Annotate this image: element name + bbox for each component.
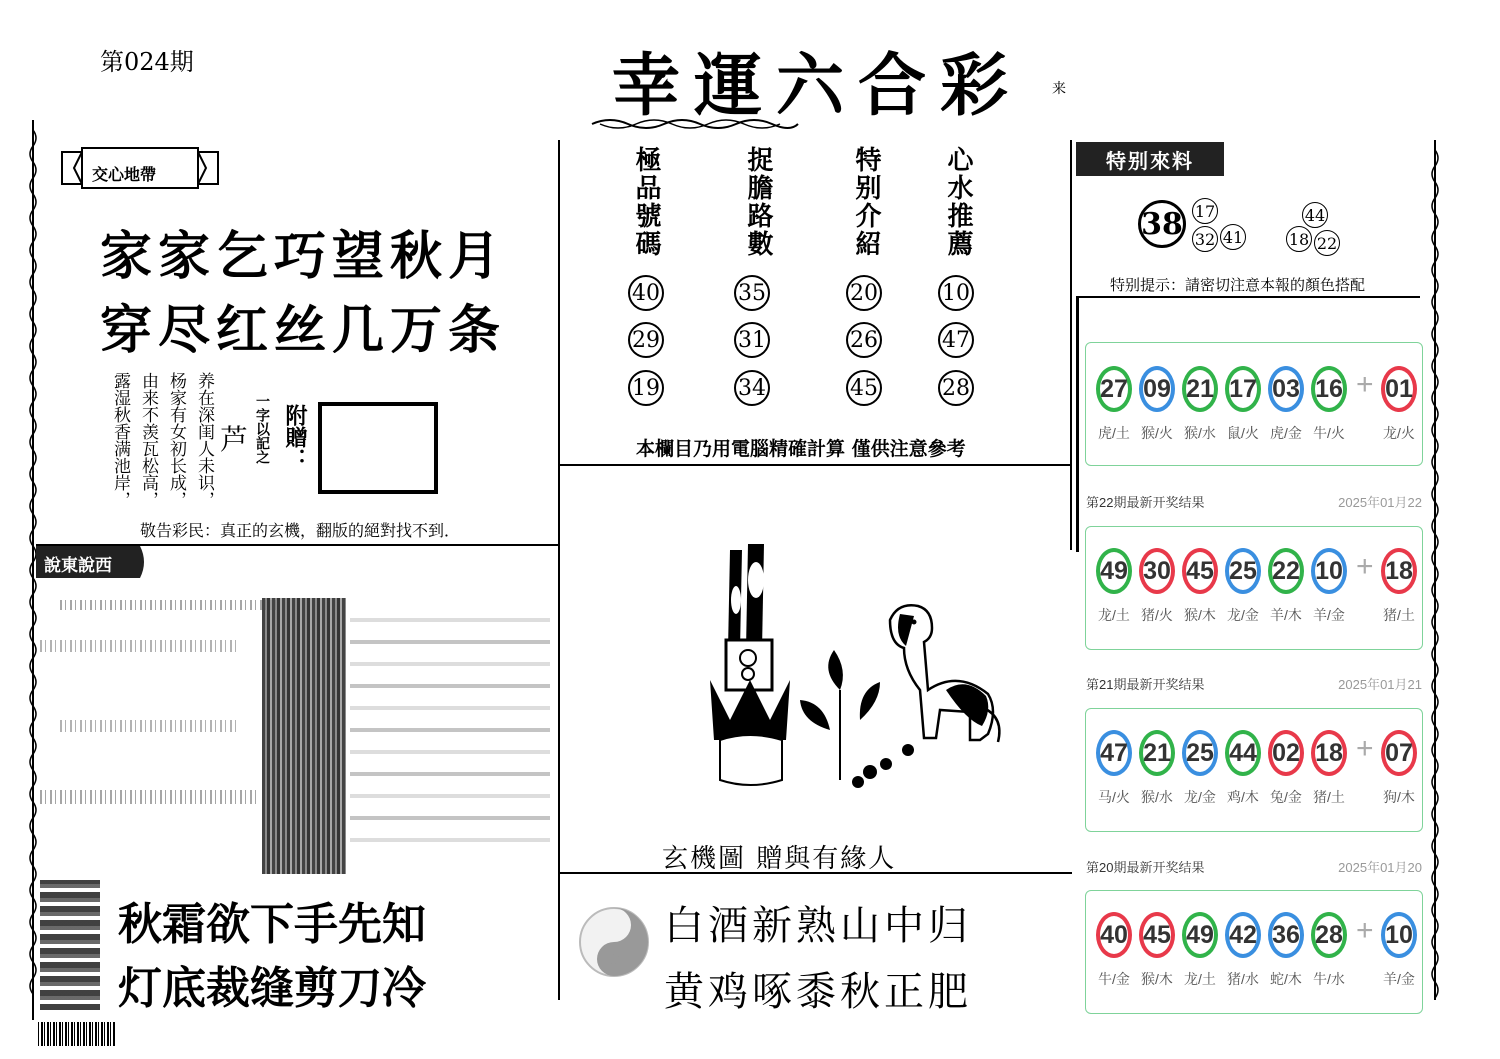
- result-ball: 45: [1182, 548, 1218, 594]
- number-circle: 20: [846, 275, 882, 311]
- zodiac-label: 猴/水: [1141, 789, 1173, 805]
- divider-right-h: [1076, 296, 1420, 298]
- number-circle: 10: [938, 275, 974, 311]
- result-ball: 10: [1311, 548, 1347, 594]
- faded-text-block-1: [60, 600, 280, 610]
- number-circle: 19: [628, 370, 664, 406]
- riddle-char: 芦: [220, 423, 249, 456]
- special-main-number: 38: [1138, 200, 1186, 248]
- center-poem-line-1: 白酒新熟山中归: [664, 903, 972, 949]
- zodiac-label: 猴/木: [1184, 607, 1216, 623]
- zodiac-label: 虎/金: [1270, 425, 1302, 441]
- result-ball: 49: [1096, 548, 1132, 594]
- result-ball: 25: [1182, 730, 1218, 776]
- plus-icon: +: [1356, 732, 1374, 765]
- zodiac-label: 猪/土: [1313, 789, 1345, 805]
- number-circle: 26: [846, 322, 882, 358]
- column-heading-2: 捉膽路數: [743, 146, 773, 258]
- attachment-box: [318, 402, 438, 494]
- result-ball: 03: [1268, 366, 1304, 412]
- barcode: [38, 1022, 116, 1046]
- result-date: 2025年01月20: [1338, 860, 1422, 875]
- special-small-number: 17: [1192, 198, 1218, 224]
- zodiac-label: 牛/金: [1098, 971, 1130, 987]
- result-period: 第20期最新开奖结果: [1086, 860, 1205, 875]
- result-ball: 21: [1182, 366, 1218, 412]
- result-ball: 44: [1225, 730, 1261, 776]
- title-ornament: [590, 116, 800, 132]
- result-ball: 36: [1268, 912, 1304, 958]
- verse-column-3: 由来不羡瓦松高，: [138, 372, 158, 508]
- section-tag-shuodong: 說東說西: [44, 556, 112, 576]
- zodiac-label: 羊/金: [1383, 971, 1415, 987]
- zodiac-label: 狗/木: [1383, 789, 1415, 805]
- column-heading-3: 特别介紹: [851, 146, 881, 258]
- verse-column-2: 杨家有女初长成，: [166, 372, 186, 508]
- faded-text-block-3: [60, 720, 240, 732]
- zodiac-label: 蛇/木: [1270, 971, 1302, 987]
- special-small-number: 18: [1286, 226, 1312, 252]
- special-material-tag: 特别來料: [1076, 142, 1224, 176]
- mystery-illustration: [690, 540, 1010, 800]
- zodiac-label: 牛/火: [1313, 425, 1345, 441]
- special-small-number: 32: [1192, 226, 1218, 252]
- poem-line-2: 穿尽红丝几万条: [100, 300, 507, 361]
- plant-icon: [800, 650, 914, 788]
- result-ball: 49: [1182, 912, 1218, 958]
- special-ball: 18: [1381, 548, 1417, 594]
- result-date: 2025年01月21: [1338, 677, 1422, 692]
- section-tag-jiaoxin: 交心地帶: [92, 165, 157, 184]
- number-circle: 31: [734, 322, 770, 358]
- attach-label: 附贈：: [282, 404, 308, 470]
- number-circle: 35: [734, 275, 770, 311]
- result-ball: 22: [1268, 548, 1304, 594]
- divider-right-inner: [1076, 296, 1079, 552]
- zodiac-label: 龙/火: [1383, 425, 1415, 441]
- zodiac-label: 兔/金: [1270, 789, 1302, 805]
- title-suffix: 来: [1052, 81, 1066, 97]
- faded-text-block-4: [40, 790, 260, 804]
- vine-border-right: [1428, 140, 1442, 1000]
- result-header: [1086, 492, 1422, 511]
- column-heading-4: 心水推薦: [943, 146, 973, 258]
- illustration-caption: 玄機圖 贈與有緣人: [662, 844, 897, 874]
- result-ball: 47: [1096, 730, 1132, 776]
- result-ball: 28: [1311, 912, 1347, 958]
- column-heading-1: 極品號碼: [631, 146, 661, 258]
- divider-left-panel: [558, 140, 560, 1000]
- result-ball: 45: [1139, 912, 1175, 958]
- result-ball: 17: [1225, 366, 1261, 412]
- result-date: 2025年01月22: [1338, 495, 1422, 510]
- divider-center-h1: [560, 464, 1072, 466]
- result-period: 第21期最新开奖结果: [1086, 677, 1205, 692]
- special-small-number: 41: [1220, 224, 1246, 250]
- verse-column-4: 露湿秋香满池岸，: [110, 372, 130, 508]
- calculation-note: 本欄目乃用電腦精確計算 僅供注意參考: [636, 438, 966, 460]
- faded-text-block-2: [40, 640, 240, 652]
- zodiac-label: 猪/水: [1227, 971, 1259, 987]
- smudge-mid: [350, 600, 550, 860]
- number-circle: 34: [734, 370, 770, 406]
- result-ball: 09: [1139, 366, 1175, 412]
- result-ball: 16: [1311, 366, 1347, 412]
- special-ball: 07: [1381, 730, 1417, 776]
- number-circle: 40: [628, 275, 664, 311]
- riddle-hint: 一字以記之: [254, 394, 270, 464]
- poem-line-1: 家家乞巧望秋月: [100, 226, 507, 287]
- result-ball: 18: [1311, 730, 1347, 776]
- result-ball: 02: [1268, 730, 1304, 776]
- result-ball: 40: [1096, 912, 1132, 958]
- zodiac-label: 羊/木: [1270, 607, 1302, 623]
- zodiac-label: 牛/水: [1313, 971, 1345, 987]
- verse-column-1: 养在深闺人未识，: [194, 372, 214, 508]
- smudge-bottom-left: [40, 880, 100, 1010]
- result-ball: 30: [1139, 548, 1175, 594]
- number-circle: 28: [938, 370, 974, 406]
- zodiac-label: 猪/土: [1383, 607, 1415, 623]
- result-ball: 27: [1096, 366, 1132, 412]
- result-ball: 21: [1139, 730, 1175, 776]
- smudge-dark-column: [262, 598, 346, 874]
- zodiac-label: 虎/土: [1098, 425, 1130, 441]
- plus-icon: +: [1356, 368, 1374, 401]
- divider-center-panel: [1070, 140, 1072, 550]
- number-circle: 45: [846, 370, 882, 406]
- number-circle: 47: [938, 322, 974, 358]
- zodiac-label: 马/火: [1098, 789, 1130, 805]
- zodiac-label: 鸡/木: [1227, 789, 1259, 805]
- color-hint: 特别提示：請密切注意本報的顏色搭配: [1110, 276, 1366, 294]
- zodiac-label: 羊/金: [1313, 607, 1345, 623]
- zodiac-label: 龙/金: [1227, 607, 1259, 623]
- zodiac-label: 龙/金: [1184, 789, 1216, 805]
- result-period: 第22期最新开奖结果: [1086, 495, 1205, 510]
- dog-icon: [890, 605, 999, 742]
- zodiac-label: 猴/木: [1141, 971, 1173, 987]
- say-poem-line-2: 灯底裁缝剪刀冷: [118, 963, 426, 1014]
- issue-number: 第024期: [100, 48, 194, 76]
- plus-icon: +: [1356, 914, 1374, 947]
- zodiac-label: 龙/土: [1184, 971, 1216, 987]
- special-ball: 01: [1381, 366, 1417, 412]
- special-ball: 10: [1381, 912, 1417, 958]
- result-ball: 25: [1225, 548, 1261, 594]
- result-ball: 42: [1225, 912, 1261, 958]
- plus-icon: +: [1356, 550, 1374, 583]
- result-header: [1086, 674, 1422, 693]
- page-title: 幸運六合彩: [612, 46, 1023, 126]
- zodiac-label: 猴/水: [1184, 425, 1216, 441]
- zodiac-label: 鼠/火: [1227, 425, 1259, 441]
- special-small-number: 44: [1302, 202, 1328, 228]
- number-circle: 29: [628, 322, 664, 358]
- notice-text: 敬告彩民：真正的玄機，翻版的絕對找不到．: [140, 521, 461, 540]
- zodiac-label: 龙/土: [1098, 607, 1130, 623]
- center-poem-line-2: 黄鸡啄黍秋正肥: [664, 969, 972, 1015]
- result-header: [1086, 857, 1422, 876]
- zodiac-label: 猴/火: [1141, 425, 1173, 441]
- kadomatsu-icon: [710, 544, 790, 785]
- special-small-number: 22: [1314, 230, 1340, 256]
- zodiac-label: 猪/火: [1141, 607, 1173, 623]
- yinyang-icon: [576, 904, 652, 980]
- say-poem-line-1: 秋霜欲下手先知: [118, 899, 426, 950]
